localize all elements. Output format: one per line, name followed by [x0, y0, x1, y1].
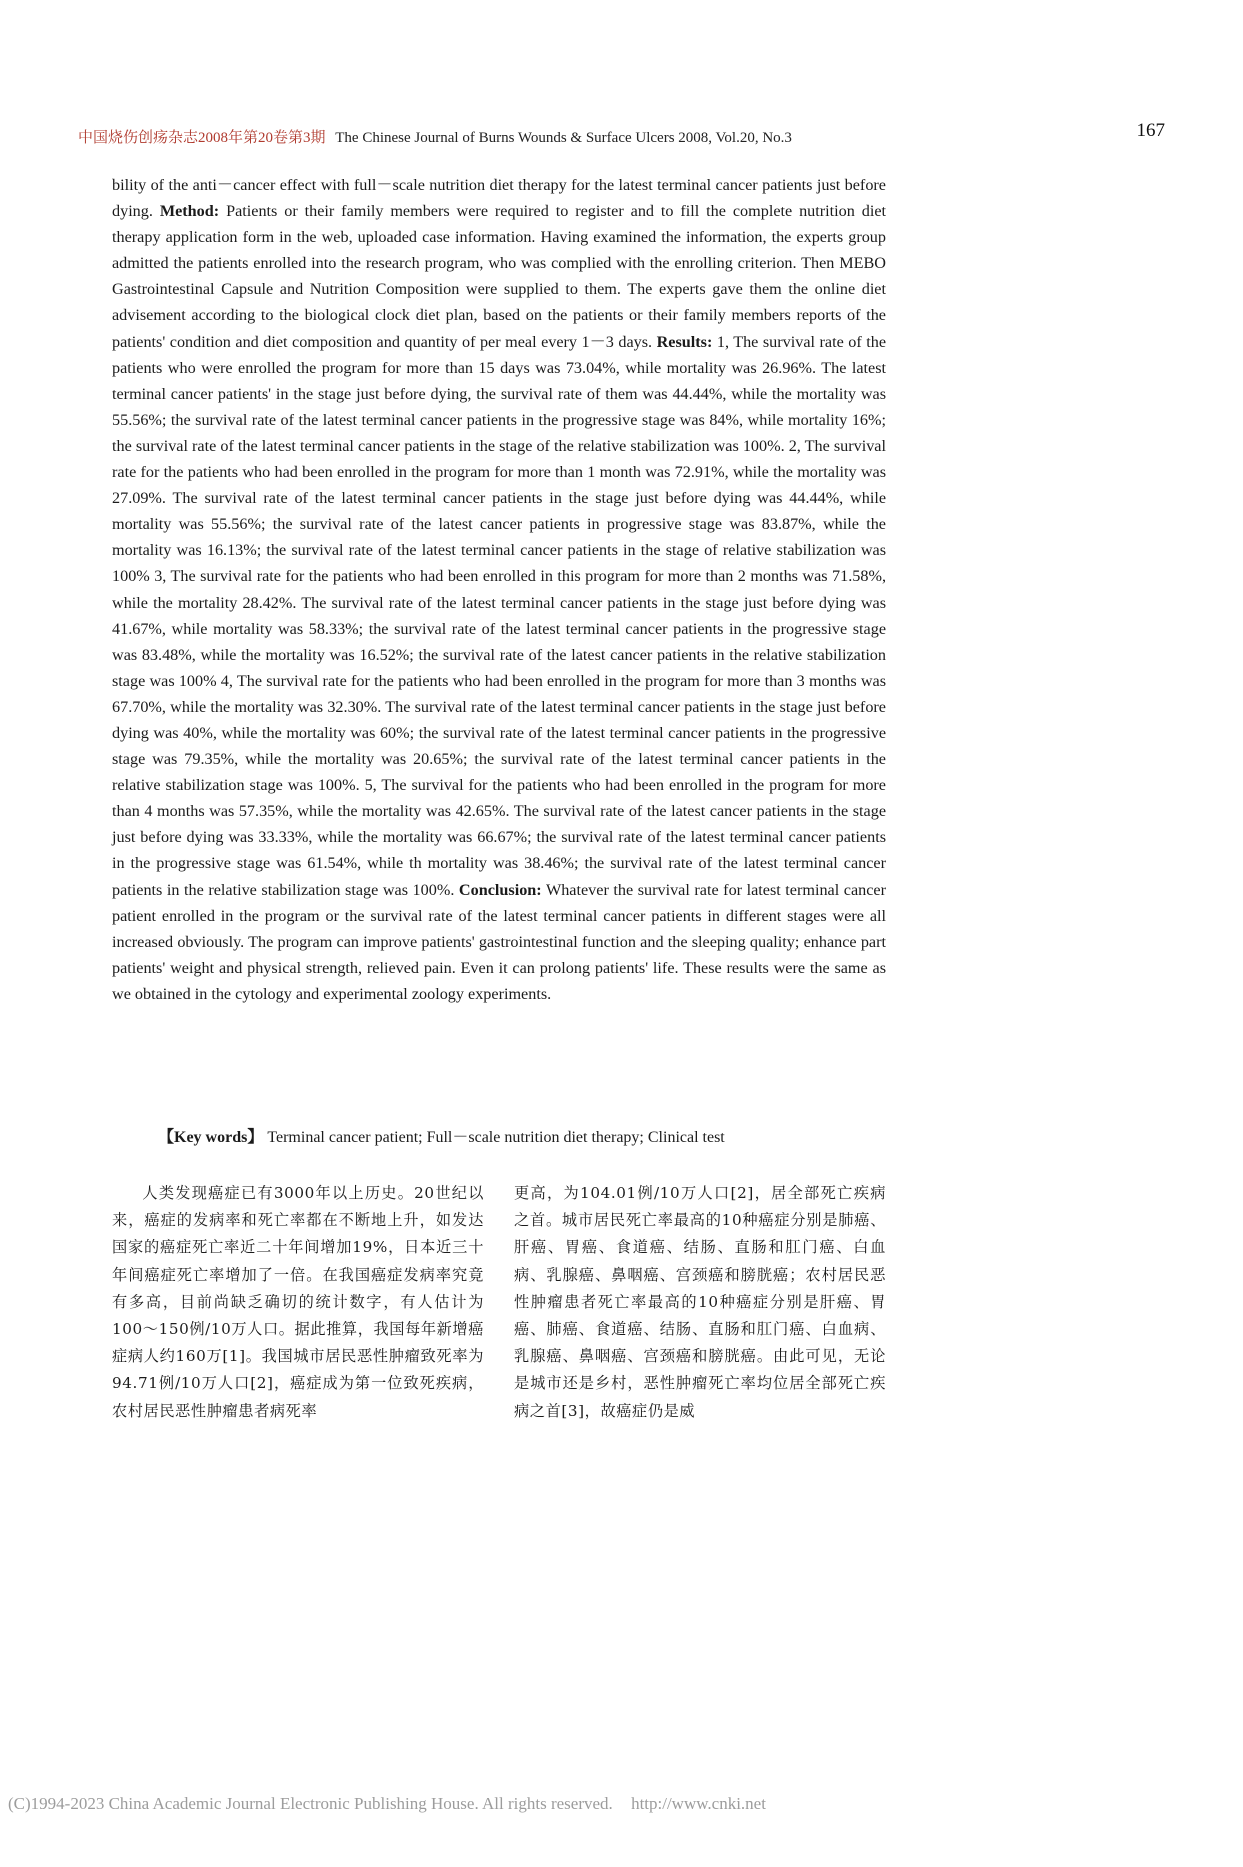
method-text: Patients or their family members were required to register and to fill the complete nutrition diet therapy application form in the web, uploaded case information. Having examined the information, the experts group admitted the patients enrolled into the research program, who was complied with the enrolling criterion. Then MEBO Gastrointestinal Capsule and Nutrition Composition were supplied to them. The experts gave them the online diet advisement according to the biological clock diet plan, based on the patients or their family members reports of the patients' condition and diet composition and quantity of per meal every 1－3 days.: [112, 202, 887, 351]
body-column-left: [112, 1180, 484, 1425]
conclusion-text: Whatever the survival rate for latest terminal cancer patient enrolled in the program or the survival rate of the latest terminal cancer patients in different stages were all increased obviously. The program can improve patients' gastrointestinal function and the sleeping quality; enhance part patients' weight and physical strength, relieved pain. Even it can prolong patients' life. These results were the same as we obtained in the cytology and experimental zoology experiments.: [112, 880, 886, 1003]
keywords-label: 【Key words】: [158, 1129, 264, 1146]
conclusion-label: Conclusion:: [458, 880, 542, 899]
running-header: [78, 126, 1148, 147]
keywords-text: Terminal cancer patient; Full－scale nutrition diet therapy; Clinical test: [267, 1129, 725, 1146]
abstract-intro: bility of the anti－cancer effect with full－scale nutrition diet therapy for the latest terminal cancer patients just before dying.: [112, 176, 886, 221]
abstract-text: [112, 172, 886, 1007]
results-text: 1, The survival rate of the patients who were enrolled the program for more than 15 days was 73.04%, while mortality was 26.96%. The latest terminal cancer patients' in the stage just before dying, the survival rate of them was 44.44%, while the mortality was 55.56%; the survival rate of the latest terminal cancer patients in the progressive stage was 84%, while mortality 16%; the survival rate of the latest terminal cancer patients in the stage of the relative stabilization was 100%. 2, The survival rate for the patients who had been enrolled in the program for more than 1 month was 72.91%, while the mortality was 27.09%. The survival rate of the latest terminal cancer patients in the stage just before dying was 44.44%, while mortality was 55.56%; the survival rate of the latest cancer patients in progressive stage was 83.87%, while the mortality was 16.13%; the survival rate of the latest terminal cancer patients in the stage of relative stabilization was 100% 3, The survival rate for the patients who had been enrolled in this program for more than 2 months was 71.58%, while the mortality 28.42%. The survival rate of the latest terminal cancer patients in the stage just before dying was 41.67%, while mortality was 58.33%; the survival rate of the latest terminal cancer patients in the progressive stage was 83.48%, while the mortality was 16.52%; the survival rate of the latest cancer patients in the relative stabilization stage was 100% 4, The survival rate for the patients who had been enrolled in the program for more than 3 months was 67.70%, while the mortality was 32.30%. The survival rate of the latest terminal cancer patients in the stage just before dying was 40%, while the mortality was 60%; the survival rate of the latest terminal cancer patients in the progressive stage was 79.35%, while the mortality was 20.65%; the survival rate of the latest terminal cancer patients in the relative stabilization stage was 100%. 5, The survival for the patients who had been enrolled in the program for more than 4 months was 57.35%, while the mortality was 42.65%. The survival rate of the latest cancer patients in the stage just before dying was 33.33%, while the mortality was 66.67%; the survival rate of the latest terminal cancer patients in the progressive stage was 61.54%, while th mortality was 38.46%; the survival rate of the latest terminal cancer patients in the relative stabilization stage was 100%.: [112, 332, 887, 899]
method-label: Method:: [159, 202, 220, 221]
journal-title-zh: 中国烧伤创疡杂志2008年第20卷第3期: [78, 130, 326, 146]
journal-title-en: The Chinese Journal of Burns Wounds & Surface Ulcers 2008, Vol.20, No.3: [335, 130, 792, 146]
page-number: 167: [1136, 120, 1165, 141]
copyright-text: (C)1994-2023 China Academic Journal Electronic Publishing House. All rights reserved.: [8, 1794, 613, 1813]
abstract-paragraph: [112, 172, 886, 1007]
results-label: Results:: [656, 332, 713, 351]
body-paragraph-left: 人类发现癌症已有3000年以上历史。20世纪以来，癌症的发病率和死亡率都在不断地上升，如发达国家的癌症死亡率近二十年间增加19%，日本近三十年间癌症死亡率增加了一倍。在我国癌症发病率究竟有多高，目前尚缺乏确切的统计数字，有人估计为100～150例/10万人口。据此推算，我国每年新增癌症病人约160万[1]。我国城市居民恶性肿瘤致死率为94.71例/10万人口[2]，癌症成为第一位致死疾病，农村居民恶性肿瘤患者病死率: [112, 1184, 484, 1420]
keywords: [158, 1126, 898, 1150]
body-column-right: [514, 1180, 886, 1425]
copyright-footer: [8, 1794, 908, 1814]
body-paragraph-right: 更高，为104.01例/10万人口[2]，居全部死亡疾病之首。城市居民死亡率最高的10种癌症分别是肺癌、肝癌、胃癌、食道癌、结肠、直肠和肛门癌、白血病、乳腺癌、鼻咽癌、宫颈癌和膀胱癌；农村居民恶性肿瘤患者死亡率最高的10种癌症分别是肝癌、胃癌、肺癌、食道癌、结肠、直肠和肛门癌、白血病、乳腺癌、鼻咽癌、宫颈癌和膀胱癌。由此可见，无论是城市还是乡村，恶性肿瘤死亡率均位居全部死亡疾病之首[3]，故癌症仍是威: [514, 1184, 886, 1420]
footer-url: http://www.cnki.net: [631, 1794, 766, 1813]
